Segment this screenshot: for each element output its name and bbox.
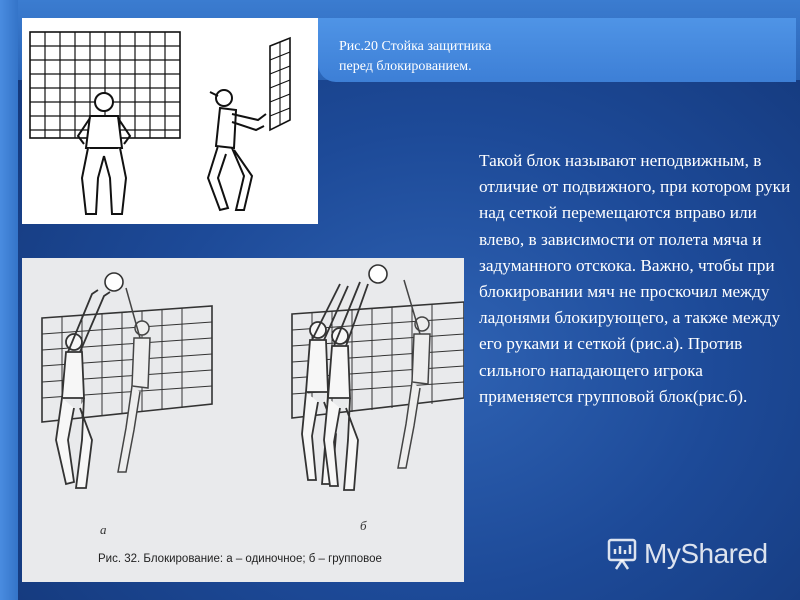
presentation-board-icon [606,537,638,571]
body-text: Такой блок называют неподвижным, в отличие от подвижного, при котором руки над сеткой перемещаются вправо или влево, в зависимости от полета мяча и задуманного отскока. Важно, чтобы при блокировании мяч не проскочил между ладонями блокирующего, а также между его руками и сеткой (рис.а). Против сильного нападающего игрока применяется групповой блок(рис.б). [479,151,791,406]
figure-caption-line1: Рис.20 Стойка защитника [339,39,492,54]
watermark-text: MyShared [644,538,768,569]
label-b: б [360,518,367,533]
defender-stance-illustration [22,18,318,224]
figure-caption [339,37,639,77]
blocking-illustration [22,258,464,582]
figure-caption-line2: перед блокированием. [339,59,472,74]
label-a: а [100,522,107,537]
watermark [606,536,768,572]
left-strip [0,0,18,600]
blocking-caption: Рис. 32. Блокирование: а – одиночное; б – групповое [98,553,382,565]
